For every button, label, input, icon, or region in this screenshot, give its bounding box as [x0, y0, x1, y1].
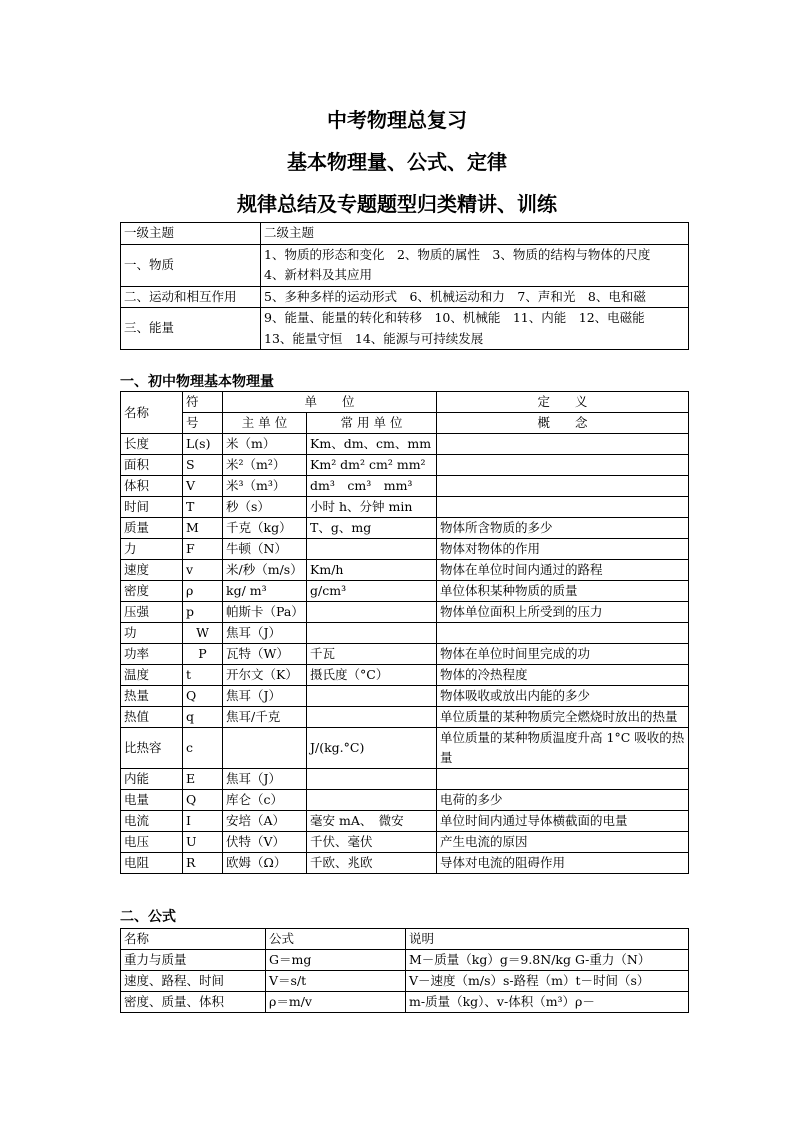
- table-row: [121, 971, 689, 992]
- quantity-name-cell: 热量: [121, 686, 183, 707]
- quantity-name-cell: 比热容: [121, 728, 183, 769]
- formula-name-cell: 重力与质量: [121, 950, 266, 971]
- quantity-definition-cell: 物体单位面积上所受到的压力: [437, 602, 689, 623]
- quantity-main-unit-cell: 开尔文（K）: [223, 665, 307, 686]
- quantity-main-unit-cell: 瓦特（W）: [223, 644, 307, 665]
- quantity-name-cell: 温度: [121, 665, 183, 686]
- quantity-main-unit-cell: 米/秒（m/s）: [223, 560, 307, 581]
- quantity-name-cell: 压强: [121, 602, 183, 623]
- header-name: 名称: [121, 392, 183, 434]
- quantity-common-unit-cell: [307, 707, 437, 728]
- quantities-body: [121, 434, 689, 874]
- header-cell: 公式: [266, 929, 406, 950]
- formula-note-cell: M－质量（kg）g＝9.8N/kg G-重力（N）: [406, 950, 689, 971]
- title-sub2: 规律总结及专题题型归类精讲、训练: [237, 192, 557, 216]
- quantity-name-cell: 密度: [121, 581, 183, 602]
- table-row: [121, 832, 689, 853]
- table-header-row: [121, 413, 689, 434]
- quantity-definition-cell: 产生电流的原因: [437, 832, 689, 853]
- quantity-symbol-cell: ρ: [183, 581, 223, 602]
- secondary-topic-cell: [261, 286, 689, 308]
- quantity-definition-cell: 导体对电流的阻碍作用: [437, 853, 689, 874]
- quantity-main-unit-cell: 伏特（V）: [223, 832, 307, 853]
- quantity-symbol-cell: c: [183, 728, 223, 769]
- quantity-common-unit-cell: g/cm³: [307, 581, 437, 602]
- table-row: [121, 518, 689, 539]
- quantity-common-unit-cell: Km/h: [307, 560, 437, 581]
- quantity-main-unit-cell: 米²（m²）: [223, 455, 307, 476]
- quantity-definition-cell: [437, 476, 689, 497]
- topic-line: 1、物质的形态和变化 2、物质的属性 3、物质的结构与物体的尺度: [264, 246, 651, 262]
- quantity-main-unit-cell: 帕斯卡（Pa）: [223, 602, 307, 623]
- topic-line: 13、能量守恒 14、能源与可持续发展: [264, 330, 484, 346]
- quantity-name-cell: 电流: [121, 811, 183, 832]
- quantity-common-unit-cell: [307, 686, 437, 707]
- quantity-symbol-cell: v: [183, 560, 223, 581]
- header-common-unit: 常 用 单 位: [307, 413, 437, 434]
- quantity-common-unit-cell: 摄氏度（°C）: [307, 665, 437, 686]
- quantity-main-unit-cell: 焦耳/千克: [223, 707, 307, 728]
- quantity-common-unit-cell: 毫安 mA、 微安: [307, 811, 437, 832]
- header-symbol: 号: [183, 413, 223, 434]
- quantity-name-cell: 速度: [121, 560, 183, 581]
- quantity-common-unit-cell: [307, 623, 437, 644]
- quantity-symbol-cell: U: [183, 832, 223, 853]
- quantity-symbol-cell: E: [183, 769, 223, 790]
- header-unit: 单 位: [223, 392, 437, 413]
- quantity-main-unit-cell: 米（m）: [223, 434, 307, 455]
- quantity-name-cell: 电阻: [121, 853, 183, 874]
- topic-line: 4、新材料及其应用: [264, 267, 372, 282]
- quantity-main-unit-cell: 焦耳（J）: [223, 769, 307, 790]
- topic-line: 9、能量、能量的转化和转移 10、机械能 11、内能 12、电磁能: [264, 310, 645, 325]
- quantity-main-unit-cell: 欧姆（Ω）: [223, 853, 307, 874]
- quantity-symbol-cell: t: [183, 665, 223, 686]
- quantity-main-unit-cell: 牛顿（N）: [223, 539, 307, 560]
- quantity-name-cell: 力: [121, 539, 183, 560]
- quantity-main-unit-cell: kg/ m³: [223, 581, 307, 602]
- table-row: [121, 992, 689, 1013]
- primary-topic-cell: 三、能量: [121, 308, 261, 350]
- quantity-common-unit-cell: [307, 602, 437, 623]
- quantity-symbol-cell: L(s): [183, 434, 223, 455]
- quantity-common-unit-cell: [307, 769, 437, 790]
- quantity-symbol-cell: q: [183, 707, 223, 728]
- quantity-common-unit-cell: Km² dm² cm² mm²: [307, 455, 437, 476]
- topics-table: [120, 222, 689, 350]
- quantity-symbol-cell: W: [183, 623, 223, 644]
- quantity-main-unit-cell: [223, 728, 307, 769]
- table-row: [121, 539, 689, 560]
- table-row: [121, 244, 689, 286]
- quantity-name-cell: 时间: [121, 497, 183, 518]
- table-row: [121, 623, 689, 644]
- section-heading: 二、公式: [120, 909, 176, 925]
- table-row: [121, 223, 689, 245]
- quantity-definition-cell: [437, 497, 689, 518]
- table-row: [121, 602, 689, 623]
- header-definition: 定 义: [437, 392, 689, 413]
- formula-note-cell: m-质量（kg）、v-体积（m³）ρ－: [406, 992, 689, 1013]
- quantity-symbol-cell: M: [183, 518, 223, 539]
- table-row: [121, 728, 689, 769]
- quantity-main-unit-cell: 安培（A）: [223, 811, 307, 832]
- table-row: [121, 665, 689, 686]
- title-main: 中考物理总复习: [327, 108, 467, 132]
- primary-topic-cell: 一、物质: [121, 244, 261, 286]
- formula-cell: V＝s/t: [266, 971, 406, 992]
- quantity-main-unit-cell: 米³（m³）: [223, 476, 307, 497]
- table-row: [121, 455, 689, 476]
- quantity-symbol-cell: F: [183, 539, 223, 560]
- quantity-common-unit-cell: 千瓦: [307, 644, 437, 665]
- quantity-definition-cell: 物体在单位时间里完成的功: [437, 644, 689, 665]
- formula-name-cell: 密度、质量、体积: [121, 992, 266, 1013]
- table-row: [121, 644, 689, 665]
- quantity-definition-cell: 单位体积某种物质的质量: [437, 581, 689, 602]
- secondary-topic-cell: [261, 308, 689, 350]
- quantity-definition-cell: 单位时间内通过导体横截面的电量: [437, 811, 689, 832]
- quantity-name-cell: 内能: [121, 769, 183, 790]
- quantity-definition-cell: 物体对物体的作用: [437, 539, 689, 560]
- quantity-symbol-cell: Q: [183, 790, 223, 811]
- quantity-definition-cell: [437, 623, 689, 644]
- quantity-name-cell: 功率: [121, 644, 183, 665]
- quantity-common-unit-cell: Km、dm、cm、mm: [307, 434, 437, 455]
- formula-name-cell: 速度、路程、时间: [121, 971, 266, 992]
- table-row: [121, 581, 689, 602]
- quantity-common-unit-cell: 千欧、兆欧: [307, 853, 437, 874]
- quantity-common-unit-cell: J/(kg.°C): [307, 728, 437, 769]
- table-header-row: [121, 929, 689, 950]
- quantity-name-cell: 长度: [121, 434, 183, 455]
- quantities-table: [120, 391, 689, 874]
- quantity-name-cell: 电压: [121, 832, 183, 853]
- formula-cell: G＝mg: [266, 950, 406, 971]
- quantity-common-unit-cell: T、g、mg: [307, 518, 437, 539]
- quantity-name-cell: 质量: [121, 518, 183, 539]
- table-row: [121, 434, 689, 455]
- header-cell: 一级主题: [121, 223, 261, 245]
- table-row: [121, 811, 689, 832]
- formula-note-cell: V－速度（m/s）s-路程（m）t－时间（s）: [406, 971, 689, 992]
- quantity-main-unit-cell: 库仑（c）: [223, 790, 307, 811]
- quantity-main-unit-cell: 焦耳（J）: [223, 623, 307, 644]
- table-row: [121, 560, 689, 581]
- table-row: [121, 790, 689, 811]
- quantity-main-unit-cell: 千克（kg）: [223, 518, 307, 539]
- quantity-definition-cell: 单位质量的某种物质完全燃烧时放出的热量: [437, 707, 689, 728]
- quantity-definition-cell: [437, 434, 689, 455]
- quantity-definition-cell: [437, 769, 689, 790]
- quantity-definition-cell: 单位质量的某种物质温度升高 1°C 吸收的热量: [437, 728, 689, 769]
- quantity-common-unit-cell: 千伏、毫伏: [307, 832, 437, 853]
- table-row: [121, 950, 689, 971]
- primary-topic-cell: 二、运动和相互作用: [121, 286, 261, 308]
- quantity-name-cell: 功: [121, 623, 183, 644]
- quantity-definition-cell: [437, 455, 689, 476]
- quantity-symbol-cell: p: [183, 602, 223, 623]
- quantity-name-cell: 热值: [121, 707, 183, 728]
- header-cell: 二级主题: [261, 223, 689, 245]
- table-row: [121, 853, 689, 874]
- quantity-definition-cell: 物体在单位时间内通过的路程: [437, 560, 689, 581]
- quantity-common-unit-cell: [307, 790, 437, 811]
- table-row: [121, 476, 689, 497]
- quantity-common-unit-cell: dm³ cm³ mm³: [307, 476, 437, 497]
- quantity-symbol-cell: T: [183, 497, 223, 518]
- table-row: [121, 769, 689, 790]
- header-concept: 概 念: [437, 413, 689, 434]
- table-row: [121, 707, 689, 728]
- quantity-symbol-cell: R: [183, 853, 223, 874]
- quantity-main-unit-cell: 秒（s）: [223, 497, 307, 518]
- quantity-common-unit-cell: [307, 539, 437, 560]
- topic-line: 5、多种多样的运动形式 6、机械运动和力 7、声和光 8、电和磁: [264, 288, 646, 304]
- quantity-definition-cell: 物体所含物质的多少: [437, 518, 689, 539]
- table-row: [121, 686, 689, 707]
- quantity-definition-cell: 物体吸收或放出内能的多少: [437, 686, 689, 707]
- quantity-symbol-cell: S: [183, 455, 223, 476]
- quantity-main-unit-cell: 焦耳（J）: [223, 686, 307, 707]
- formulas-table: [120, 928, 689, 1013]
- header-cell: 说明: [406, 929, 689, 950]
- table-row: [121, 308, 689, 350]
- table-row: [121, 497, 689, 518]
- table-header-row: [121, 392, 689, 413]
- section-heading: 一、初中物理基本物理量: [120, 374, 274, 390]
- quantity-symbol-cell: Q: [183, 686, 223, 707]
- quantity-symbol-cell: I: [183, 811, 223, 832]
- quantity-name-cell: 体积: [121, 476, 183, 497]
- quantity-definition-cell: 物体的冷热程度: [437, 665, 689, 686]
- quantity-name-cell: 面积: [121, 455, 183, 476]
- quantity-definition-cell: 电荷的多少: [437, 790, 689, 811]
- formulas-body: [121, 950, 689, 1013]
- header-symbol: 符: [183, 392, 223, 413]
- quantity-name-cell: 电量: [121, 790, 183, 811]
- formula-cell: ρ＝m/v: [266, 992, 406, 1013]
- header-main-unit: 主 单 位: [223, 413, 307, 434]
- secondary-topic-cell: [261, 244, 689, 286]
- quantity-symbol-cell: V: [183, 476, 223, 497]
- quantity-common-unit-cell: 小时 h、分钟 min: [307, 497, 437, 518]
- title-sub: 基本物理量、公式、定律: [287, 150, 507, 174]
- quantity-symbol-cell: P: [183, 644, 223, 665]
- header-cell: 名称: [121, 929, 266, 950]
- table-row: [121, 286, 689, 308]
